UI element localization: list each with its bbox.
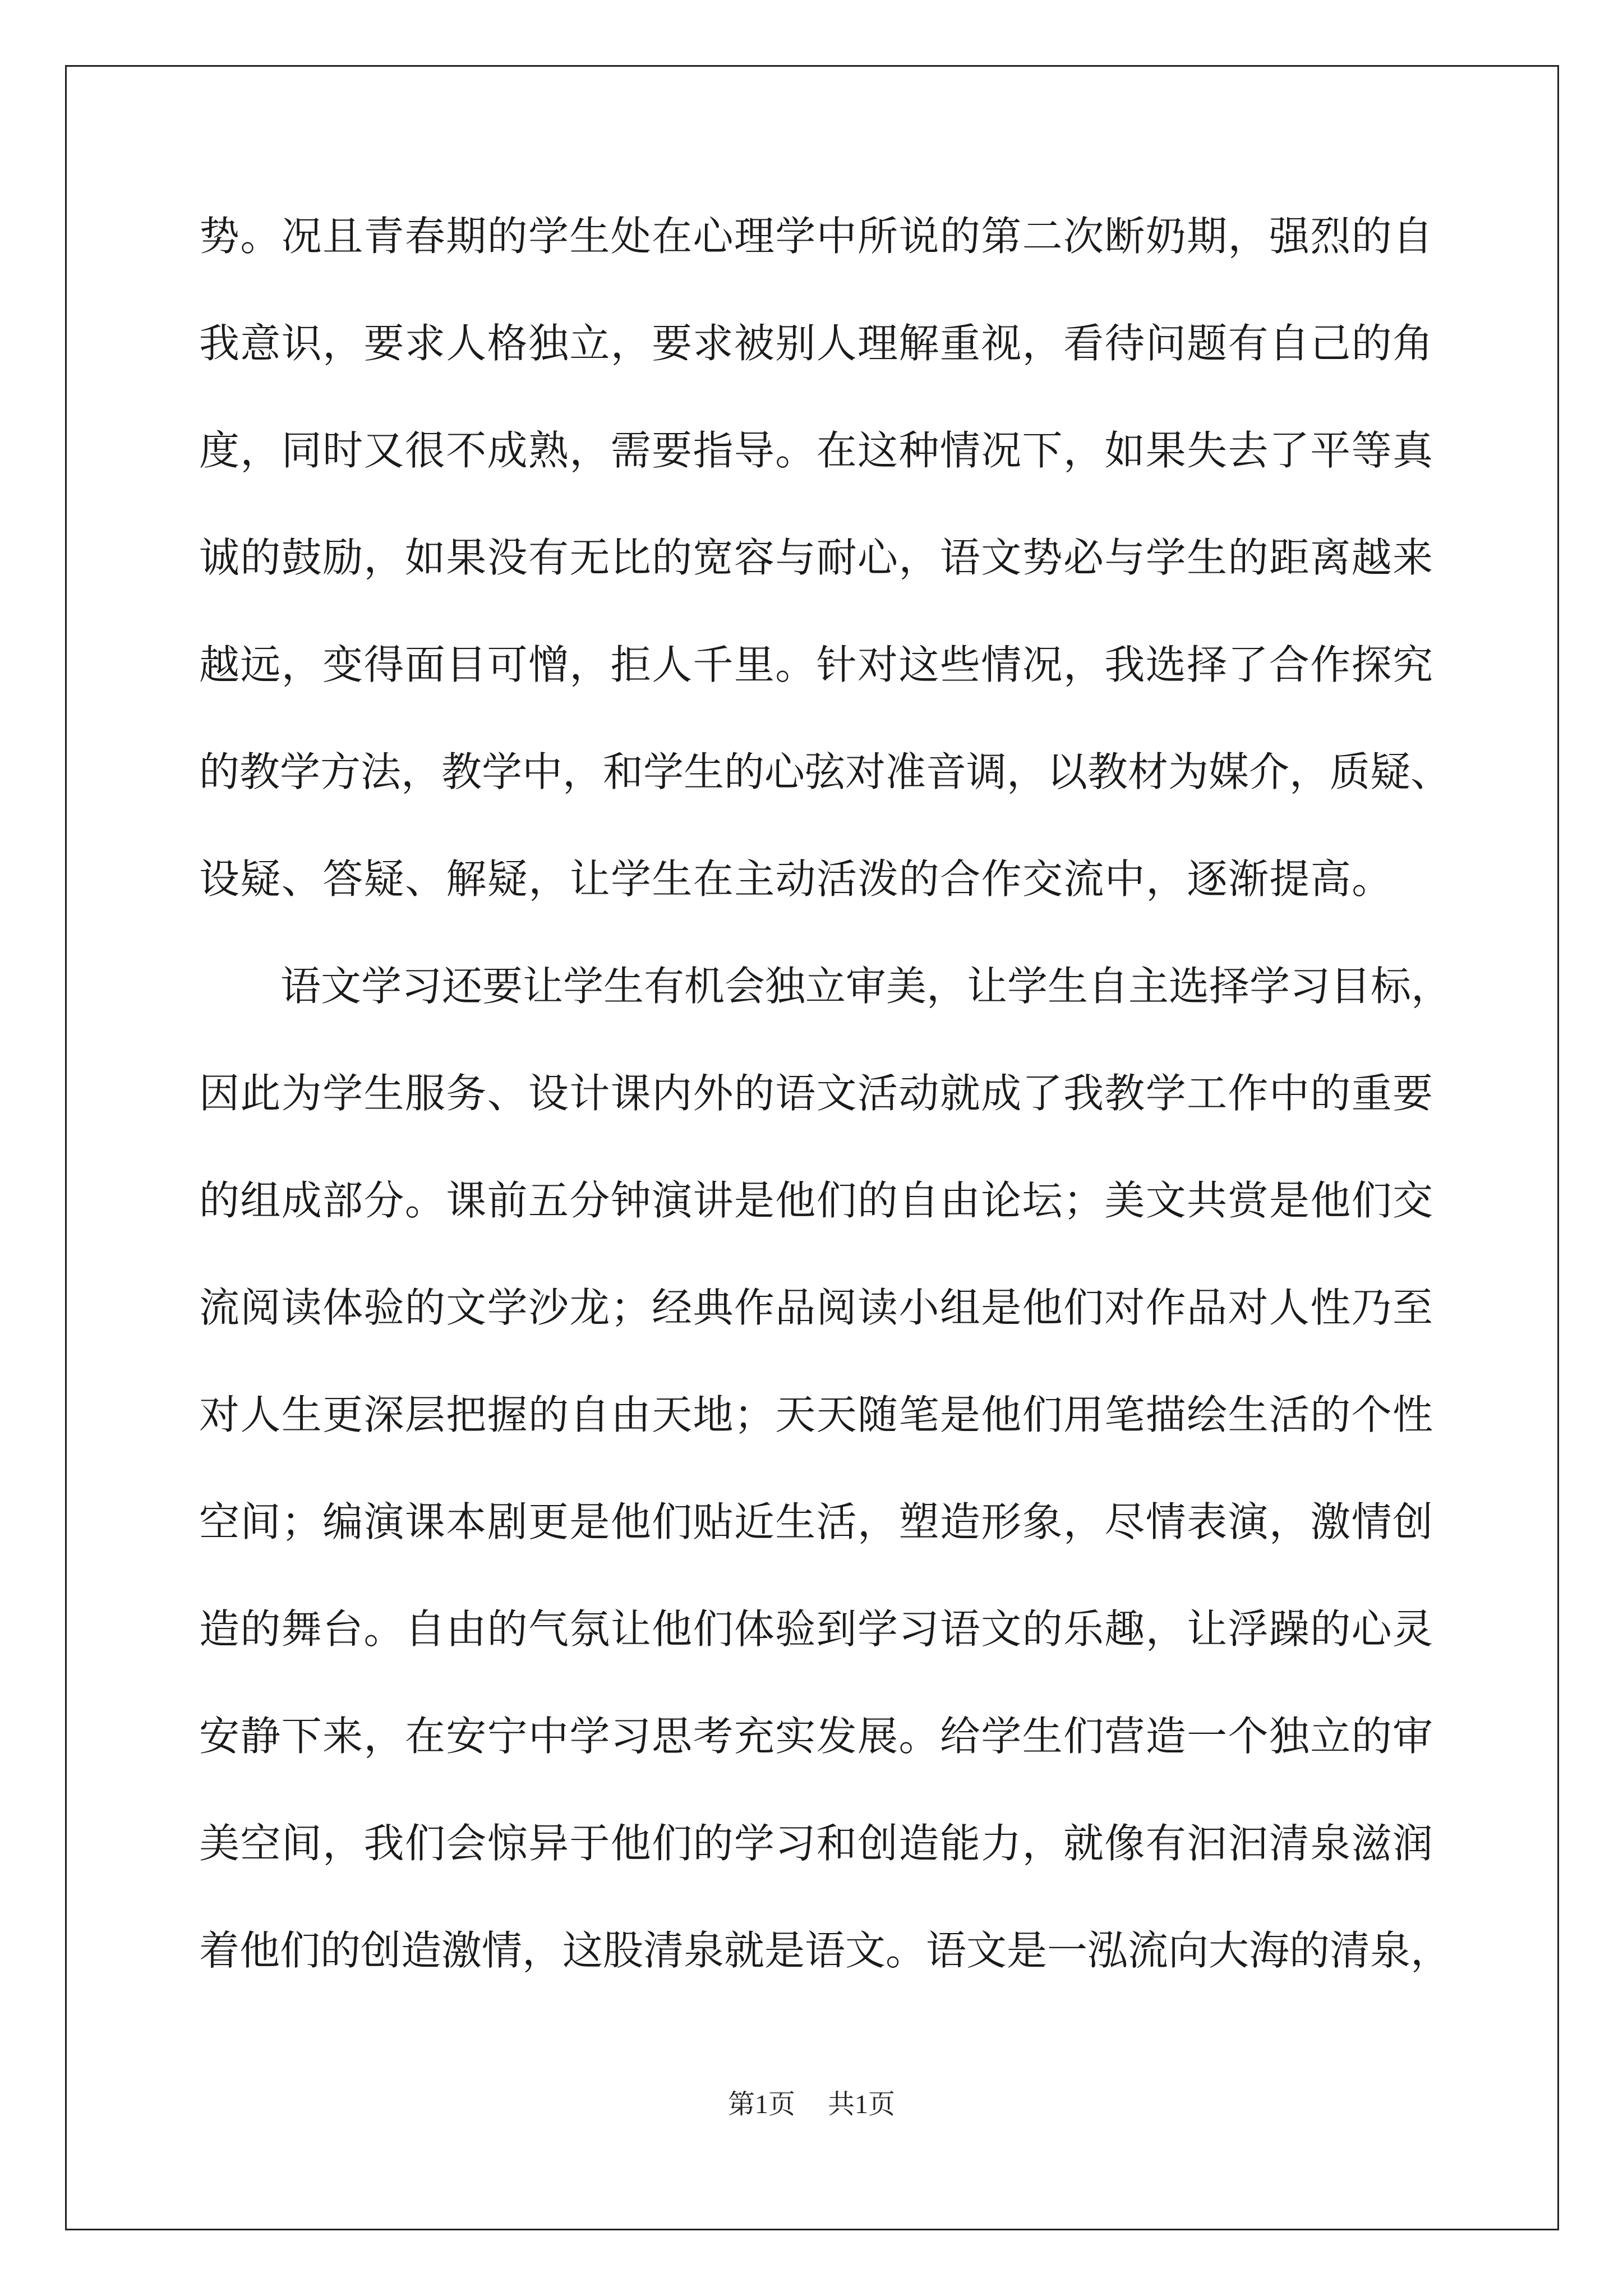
paragraph-2 bbox=[199, 963, 1452, 2037]
text-line: 语文学习还要让学生有机会独立审美，让学生自主选择学习目标， bbox=[280, 963, 1452, 1010]
text-line: 空间；编演课本剧更是他们贴近生活，塑造形象，尽情表演，激情创 bbox=[199, 1498, 1433, 1545]
page-number: 第1页 bbox=[727, 2090, 795, 2119]
page-total: 共1页 bbox=[828, 2090, 896, 2119]
document-body bbox=[199, 213, 1452, 2037]
text-line: 设疑、答疑、解疑，让学生在主动活泼的合作交流中，逐渐提高。 bbox=[199, 855, 1393, 903]
text-line: 着他们的创造激情，这股清泉就是语文。语文是一泓流向大海的清泉， bbox=[199, 1927, 1451, 1974]
text-line: 对人生更深层把握的自由天地；天天随笔是他们用笔描绘生活的个性 bbox=[199, 1391, 1433, 1438]
text-line: 的教学方法，教学中，和学生的心弦对准音调，以教材为媒介，质疑、 bbox=[199, 748, 1451, 795]
text-line: 流阅读体验的文学沙龙；经典作品阅读小组是他们对作品对人性乃至 bbox=[199, 1284, 1433, 1331]
text-line: 势。况且青春期的学生处在心理学中所说的第二次断奶期，强烈的自 bbox=[199, 213, 1433, 260]
paragraph-1 bbox=[199, 213, 1451, 966]
text-line: 度，同时又很不成熟，需要指导。在这种情况下，如果失去了平等真 bbox=[199, 427, 1433, 474]
text-line: 安静下来，在安宁中学习思考充实发展。给学生们营造一个独立的审 bbox=[199, 1713, 1433, 1760]
text-line: 美空间，我们会惊异于他们的学习和创造能力，就像有汩汩清泉滋润 bbox=[199, 1820, 1433, 1867]
text-line: 造的舞台。自由的气氛让他们体验到学习语文的乐趣，让浮躁的心灵 bbox=[199, 1605, 1433, 1653]
page-footer bbox=[0, 2082, 1623, 2121]
text-line: 诚的鼓励，如果没有无比的宽容与耐心，语文势必与学生的距离越来 bbox=[199, 534, 1433, 581]
text-line: 因此为学生服务、设计课内外的语文活动就成了我教学工作中的重要 bbox=[199, 1070, 1433, 1117]
text-line: 的组成部分。课前五分钟演讲是他们的自由论坛；美文共赏是他们交 bbox=[199, 1177, 1433, 1224]
text-line: 我意识，要求人格独立，要求被别人理解重视，看待问题有自己的角 bbox=[199, 320, 1433, 367]
text-line: 越远，变得面目可憎，拒人千里。针对这些情况，我选择了合作探究 bbox=[199, 641, 1433, 688]
